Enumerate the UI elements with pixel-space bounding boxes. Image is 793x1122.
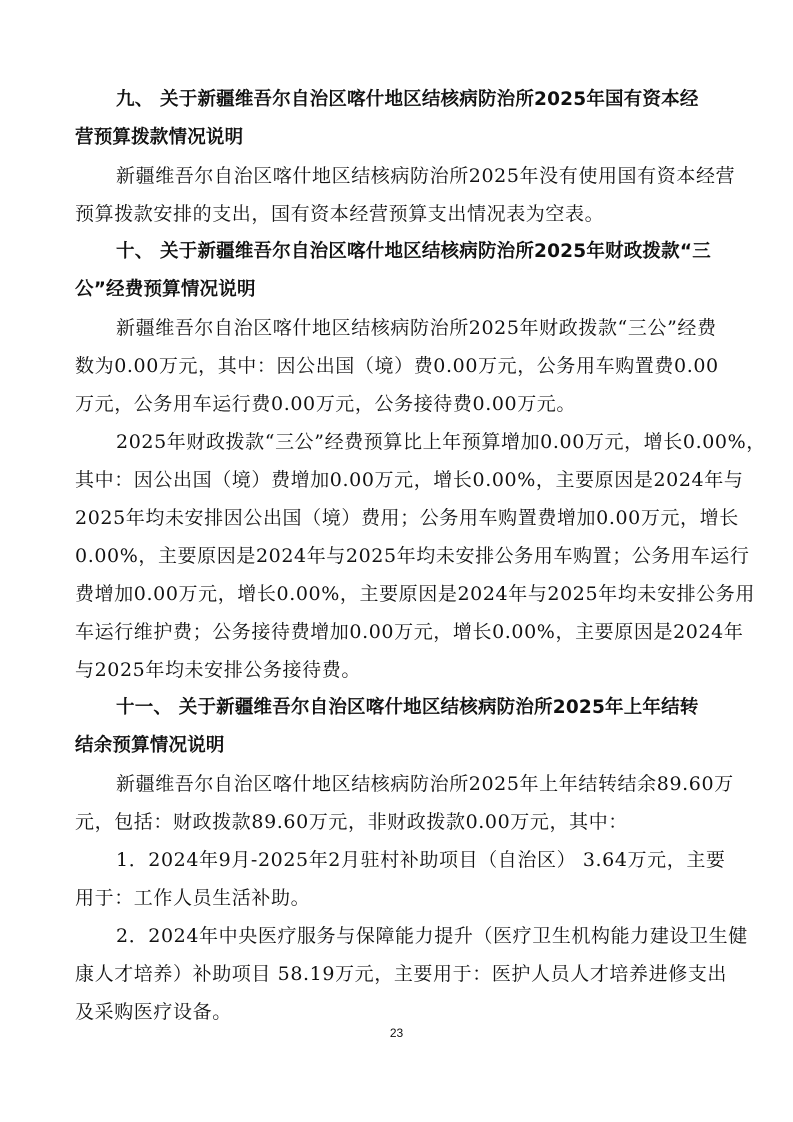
section-11-heading-continued: 结余预算情况说明 [75, 735, 225, 756]
section-10-paragraph-1-line-2: 数为0.00万元，其中：因公出国（境）费0.00万元，公务用车购置费0.00 [75, 355, 719, 377]
section-10-heading-continued: 公”经费预算情况说明 [75, 279, 256, 300]
list-item-1: 1．2024年9月-2025年2月驻村补助项目（自治区） 3.64万元，主要 [116, 849, 726, 871]
section-9-heading-continued: 营预算拨款情况说明 [75, 127, 244, 148]
section-10-paragraph-1-line-3: 万元，公务用车运行费0.00万元，公务接待费0.00万元。 [75, 393, 577, 415]
page-number: 23 [389, 1026, 404, 1040]
section-10-heading: 十、 关于新疆维吾尔自治区喀什地区结核病防治所2025年财政拨款“三 [116, 241, 711, 262]
section-9-heading: 九、 关于新疆维吾尔自治区喀什地区结核病防治所2025年国有资本经 [116, 89, 699, 110]
section-10-paragraph-2-line-6: 车运行维护费；公务接待费增加0.00万元，增长0.00%，主要原因是2024年 [75, 621, 744, 643]
section-10-paragraph-2-line-3: 2025年均未安排因公出国（境）费用；公务用车购置费增加0.00万元，增长 [75, 507, 739, 529]
section-11-paragraph: 新疆维吾尔自治区喀什地区结核病防治所2025年上年结转结余89.60万 [116, 773, 734, 795]
section-10-paragraph-1: 新疆维吾尔自治区喀什地区结核病防治所2025年财政拨款“三公”经费 [116, 317, 717, 339]
list-item-2-line-3: 及采购医疗设备。 [75, 1001, 232, 1023]
section-11-heading: 十一、 关于新疆维吾尔自治区喀什地区结核病防治所2025年上年结转 [116, 697, 699, 718]
list-item-2: 2．2024年中央医疗服务与保障能力提升（医疗卫生机构能力建设卫生健 [116, 925, 748, 947]
section-9-paragraph-continued: 预算拨款安排的支出，国有资本经营预算支出情况表为空表。 [75, 203, 605, 225]
section-9-paragraph: 新疆维吾尔自治区喀什地区结核病防治所2025年没有使用国有资本经营 [116, 165, 736, 187]
section-10-paragraph-2-line-7: 与2025年均未安排公务接待费。 [75, 659, 361, 681]
section-10-paragraph-2: 2025年财政拨款“三公”经费预算比上年预算增加0.00万元，增长0.00%， [116, 431, 766, 453]
list-item-1-continued: 用于：工作人员生活补助。 [75, 887, 311, 909]
section-11-paragraph-continued: 元，包括：财政拨款89.60万元，非财政拨款0.00万元，其中： [75, 811, 628, 833]
section-10-paragraph-2-line-2: 其中：因公出国（境）费增加0.00万元，增长0.00%，主要原因是2024年与 [75, 469, 744, 491]
section-10-paragraph-2-line-5: 费增加0.00万元，增长0.00%，主要原因是2024年与2025年均未安排公务用 [75, 583, 755, 605]
list-item-2-line-2: 康人才培养）补助项目 58.19万元，主要用于：医护人员人才培养进修支出 [75, 963, 728, 985]
section-10-paragraph-2-line-4: 0.00%，主要原因是2024年与2025年均未安排公务用车购置；公务用车运行 [75, 545, 750, 567]
